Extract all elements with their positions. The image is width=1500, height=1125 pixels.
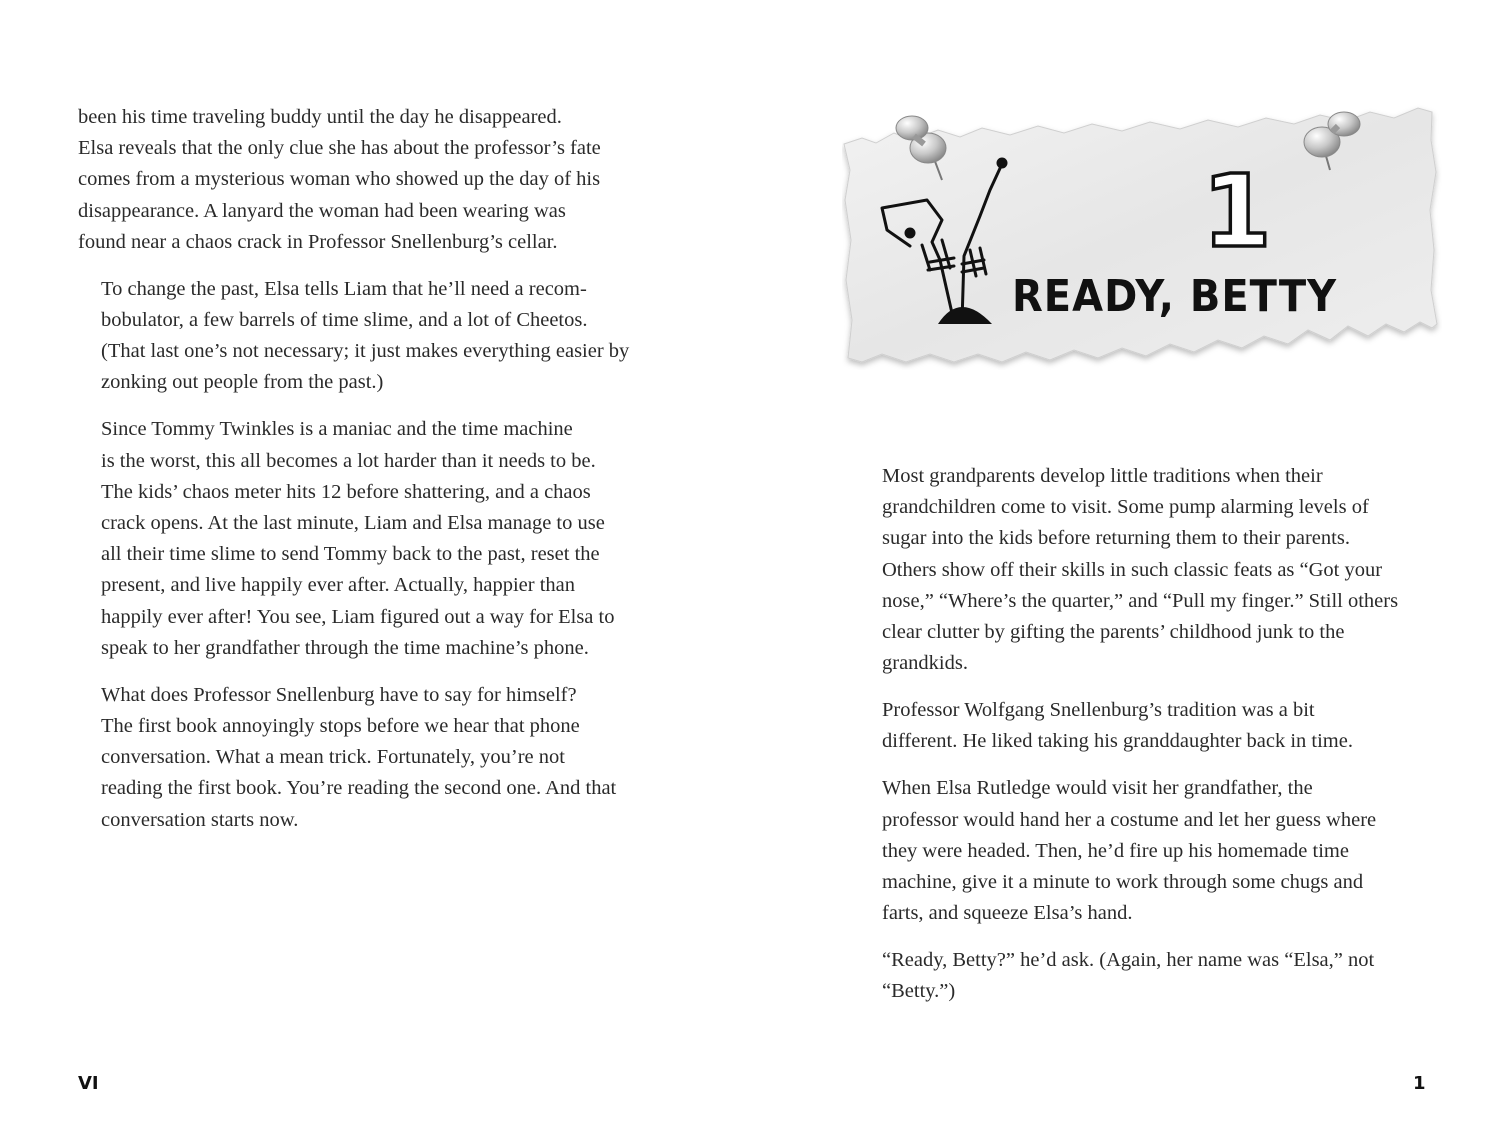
text-line: The first book annoyingly stops before we hear that phone — [101, 715, 580, 738]
page-number: 1 — [1413, 1073, 1426, 1094]
text-line: happily ever after! You see, Liam figured out a way for Elsa to — [101, 605, 615, 628]
text-line: they were headed. Then, he’d fire up his homemade time — [882, 839, 1349, 862]
text-line: zonking out people from the past.) — [101, 371, 384, 394]
paragraph — [859, 695, 1439, 757]
text-line: Since Tommy Twinkles is a maniac and the time machine — [101, 418, 573, 441]
chapter-number: 1 — [1202, 153, 1272, 270]
text-line: nose,” “Where’s the quarter,” and “Pull my finger.” Still others — [882, 589, 1399, 612]
text-line: different. He liked taking his granddaughter back in time. — [882, 730, 1353, 753]
text-line: farts, and squeeze Elsa’s hand. — [882, 902, 1133, 925]
paragraph — [78, 414, 658, 664]
left-page-text — [78, 102, 658, 852]
right-page-text — [859, 461, 1439, 1023]
text-line: machine, give it a minute to work through some chugs and — [882, 871, 1364, 894]
paragraph — [859, 461, 1439, 679]
text-line: crack opens. At the last minute, Liam and Elsa manage to use — [101, 512, 605, 535]
text-line: The kids’ chaos meter hits 12 before shattering, and a chaos — [101, 480, 591, 503]
text-line: all their time slime to send Tommy back to the past, reset the — [101, 543, 600, 566]
text-line: What does Professor Snellenburg have to say for himself? — [101, 683, 577, 706]
chapter-banner — [842, 100, 1442, 370]
text-line: found near a chaos crack in Professor Snellenburg’s cellar. — [78, 230, 558, 253]
text-line: (That last one’s not necessary; it just makes everything easier by — [101, 340, 630, 363]
text-line: present, and live happily ever after. Actually, happier than — [101, 574, 575, 597]
text-line: To change the past, Elsa tells Liam that he’ll need a recom- — [101, 277, 587, 300]
text-line: sugar into the kids before returning them to their parents. — [882, 527, 1350, 550]
text-line: Others show off their skills in such classic feats as “Got your — [882, 558, 1383, 581]
right-page — [750, 0, 1500, 1125]
paragraph — [78, 274, 658, 399]
paragraph — [78, 680, 658, 836]
text-line: conversation. What a mean trick. Fortunately, you’re not — [101, 746, 565, 769]
text-line: bobulator, a few barrels of time slime, and a lot of Cheetos. — [101, 309, 588, 332]
paragraph — [78, 102, 658, 258]
text-line: is the worst, this all becomes a lot harder than it needs to be. — [101, 449, 596, 472]
text-line: “Betty.”) — [882, 980, 956, 1003]
paragraph — [859, 945, 1439, 1007]
text-line: comes from a mysterious woman who showed up the day of his — [78, 168, 601, 191]
text-line: When Elsa Rutledge would visit her grandfather, the — [882, 777, 1313, 800]
text-line: Elsa reveals that the only clue she has about the professor’s fate — [78, 137, 601, 160]
page-number: VI — [78, 1073, 99, 1094]
text-line: disappearance. A lanyard the woman had been wearing was — [78, 199, 566, 222]
text-line: “Ready, Betty?” he’d ask. (Again, her name was “Elsa,” not — [882, 949, 1375, 972]
chapter-title: READY, BETTY — [1012, 272, 1338, 322]
text-line: grandkids. — [882, 652, 968, 675]
text-line: speak to her grandfather through the time machine’s phone. — [101, 636, 589, 659]
text-line: reading the first book. You’re reading the second one. And that — [101, 777, 617, 800]
text-line: been his time traveling buddy until the day he disappeared. — [78, 106, 562, 128]
text-line: grandchildren come to visit. Some pump alarming levels of — [882, 496, 1369, 519]
text-line: professor would hand her a costume and let her guess where — [882, 808, 1377, 831]
paragraph — [859, 773, 1439, 929]
text-line: Professor Wolfgang Snellenburg’s tradition was a bit — [882, 699, 1315, 722]
torn-paper-note — [842, 100, 1442, 370]
text-line: clear clutter by gifting the parents’ childhood junk to the — [882, 621, 1345, 644]
text-line: conversation starts now. — [101, 808, 299, 831]
text-line: Most grandparents develop little traditions when their — [882, 465, 1323, 487]
